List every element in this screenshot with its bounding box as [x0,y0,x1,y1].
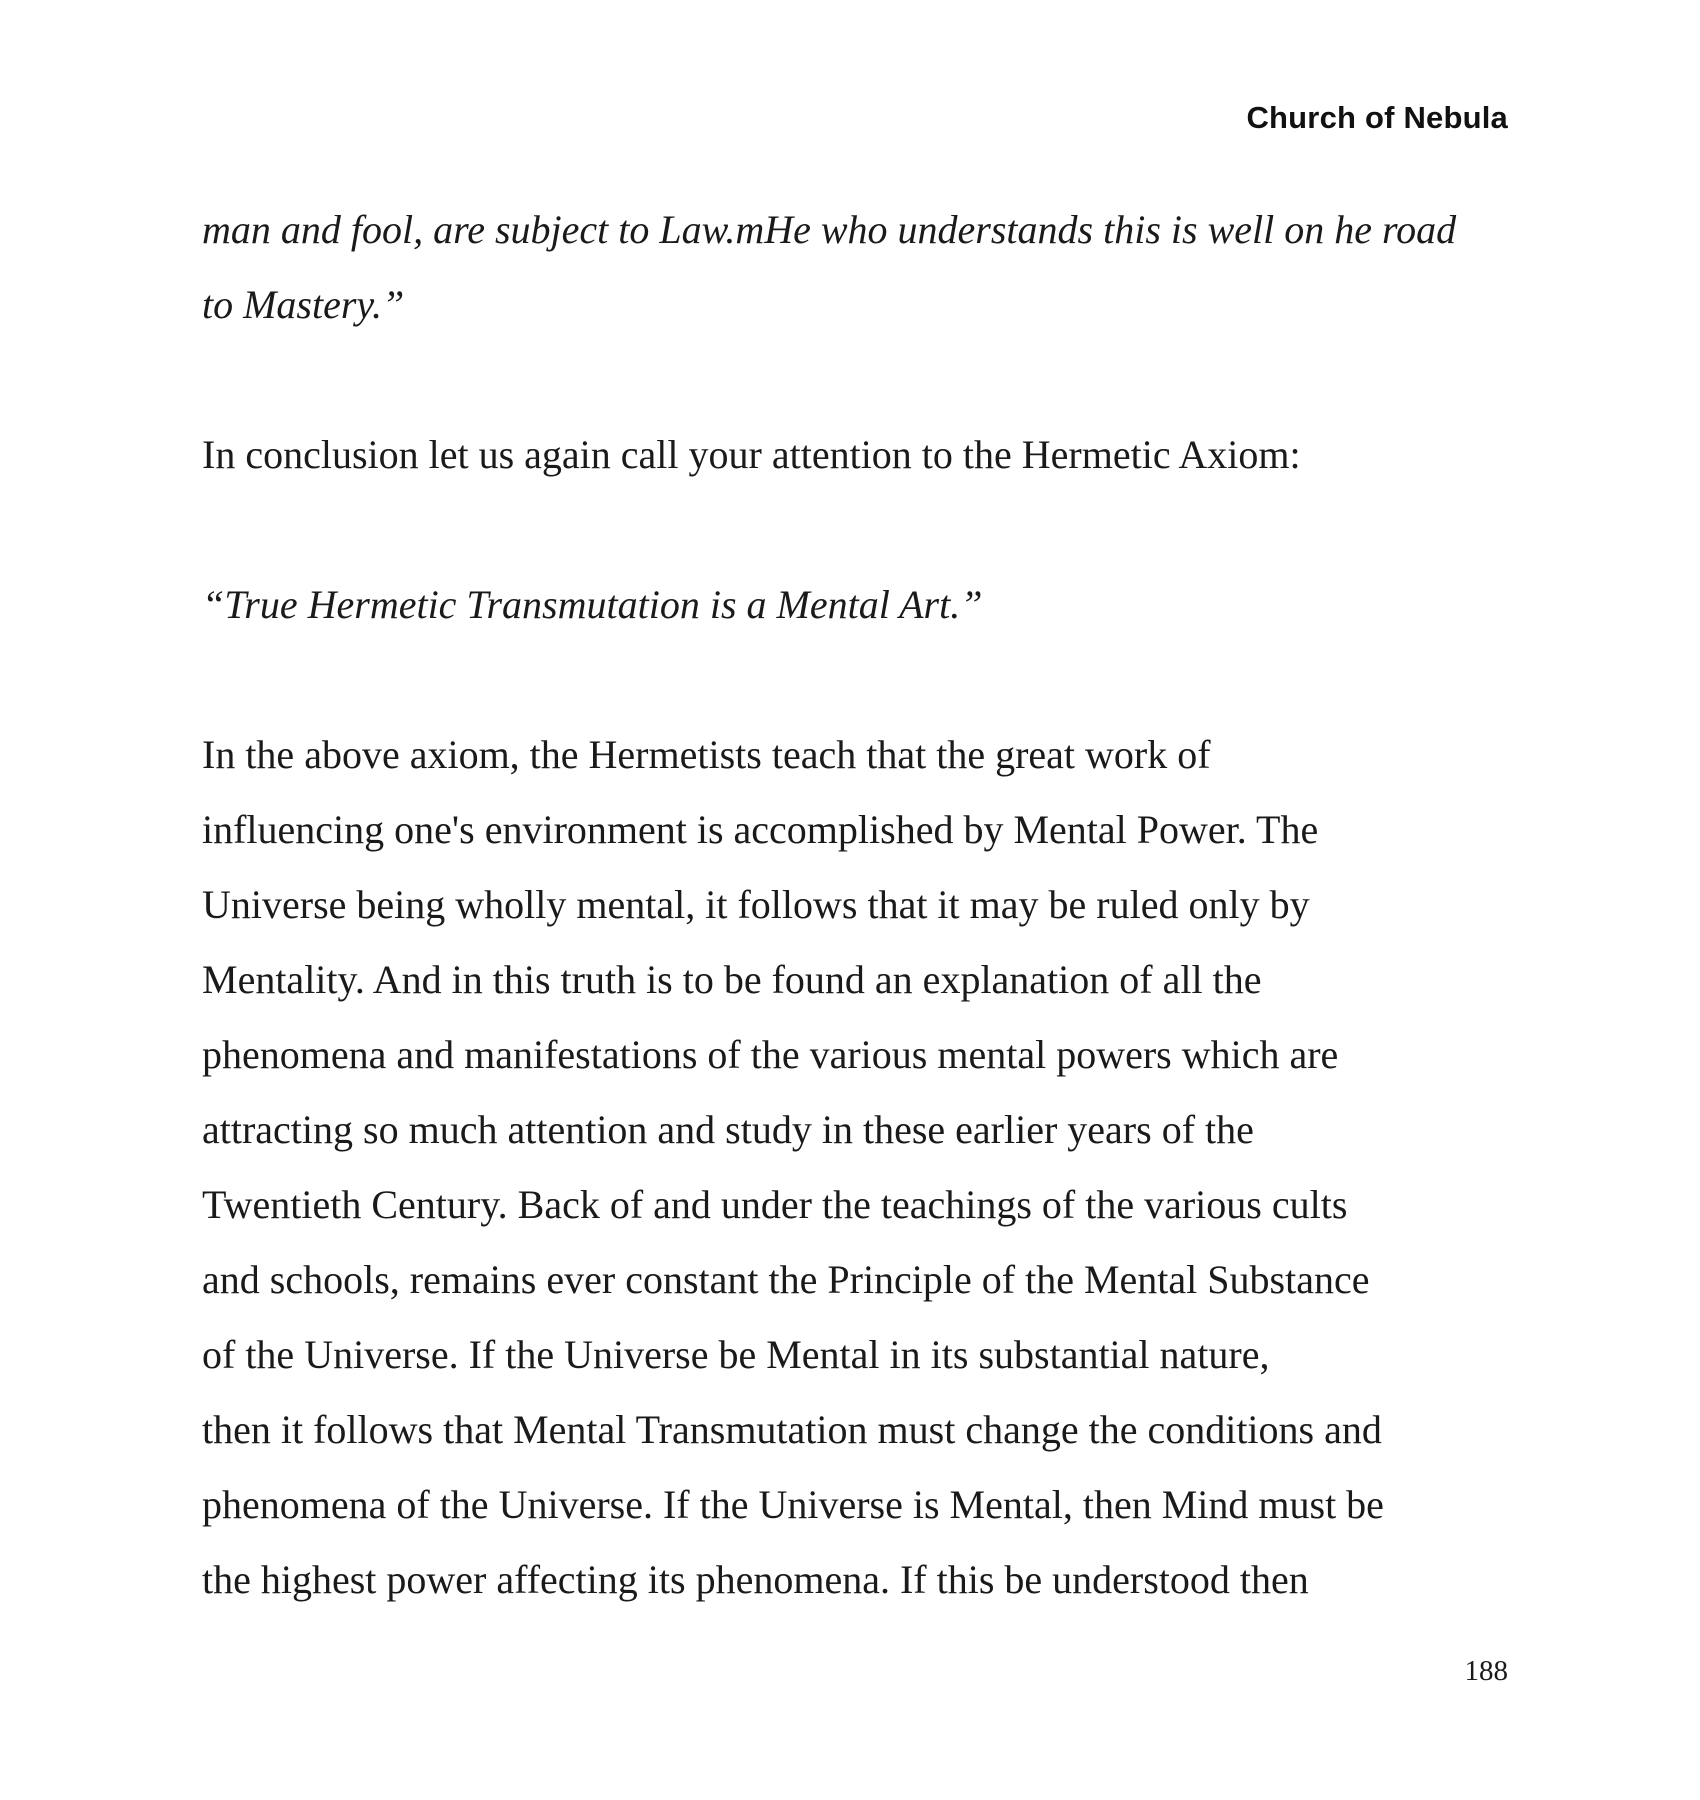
text-line: Universe being wholly mental, it follows that it may be ruled only by [202,882,1310,927]
running-header: Church of Nebula [1246,100,1508,135]
text-line: In conclusion let us again call your attention to the Hermetic Axiom: [202,432,1301,477]
text-line: Twentieth Century. Back of and under the teachings of the various cults [202,1182,1348,1227]
text-line: phenomena of the Universe. If the Universe is Mental, then Mind must be [202,1482,1384,1527]
text-line: In the above axiom, the Hermetists teach that the great work of [202,732,1211,777]
text-line: man and fool, are subject to Law.mHe who understands this is well on he road [202,207,1457,252]
text-line: to Mastery.” [202,282,405,327]
text-line: and schools, remains ever constant the Principle of the Mental Substance [202,1257,1370,1302]
paragraph [202,717,1522,1617]
text-line: attracting so much attention and study in these earlier years of the [202,1107,1254,1152]
text-line: the highest power affecting its phenomena. If this be understood then [202,1557,1309,1602]
conclusion-intro [202,417,1522,492]
quote-continuation [202,192,1522,342]
hermetic-axiom [202,567,1522,642]
text-line: “True Hermetic Transmutation is a Mental Art.” [202,582,983,627]
text-line: Mentality. And in this truth is to be found an explanation of all the [202,957,1262,1002]
text-line: of the Universe. If the Universe be Mental in its substantial nature, [202,1332,1270,1377]
text-line: influencing one's environment is accomplished by Mental Power. The [202,807,1319,852]
text-line: phenomena and manifestations of the various mental powers which are [202,1032,1339,1077]
page-number: 188 [1464,1655,1508,1687]
body-text [202,192,1522,1617]
text-line: then it follows that Mental Transmutation must change the conditions and [202,1407,1382,1452]
